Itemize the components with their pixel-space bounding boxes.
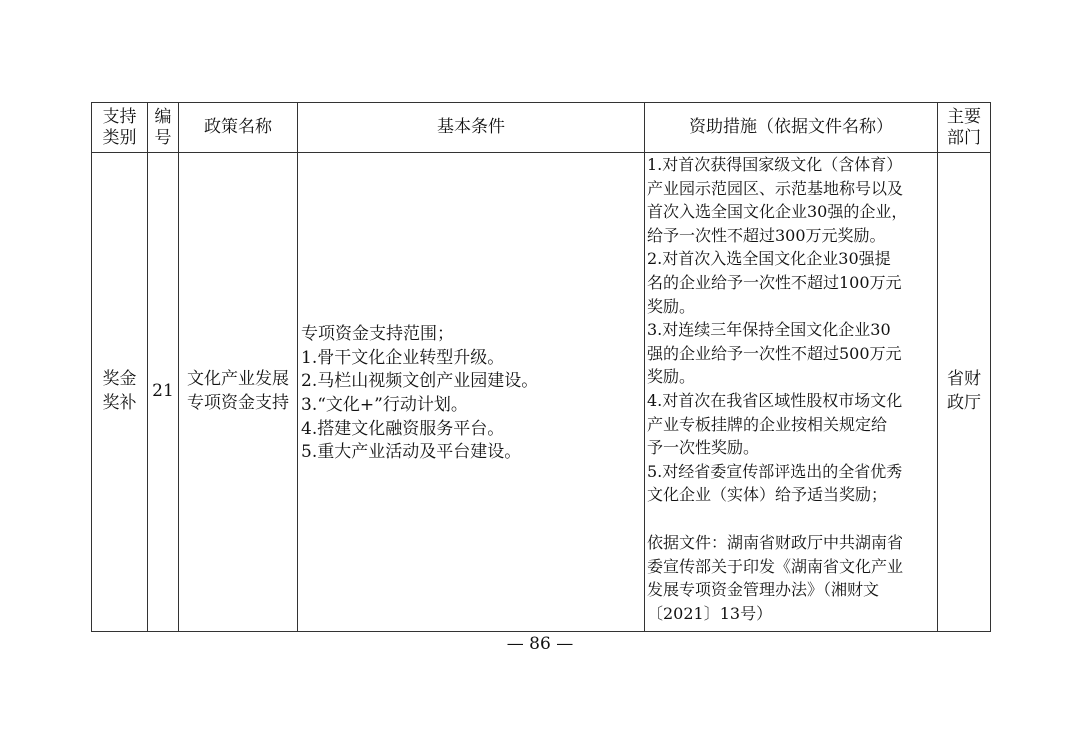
header-category-line: 支持 — [102, 106, 137, 127]
category-line: 奖金 — [102, 369, 137, 390]
header-number — [148, 103, 179, 153]
header-department-line: 主要 — [947, 106, 981, 127]
department-line: 政厅 — [947, 393, 981, 413]
conditions-line: 3.“文化+”行动计划。 — [301, 395, 468, 415]
conditions-line: 2.马栏山视频文创产业园建设。 — [301, 371, 539, 392]
measures-line: 给予一次性不超过300万元奖励。 — [647, 225, 886, 245]
page-number: — 86 — — [506, 634, 574, 654]
measures-line: 1.对首次获得国家级文化（含体育） — [647, 155, 903, 174]
measures-line: 强的企业给予一次性不超过500万元 — [647, 343, 902, 363]
measures-line: 首次入选全国文化企业30强的企业， — [647, 202, 908, 222]
conditions-line: 5.重大产业活动及平台建设。 — [301, 442, 522, 463]
category-line: 奖补 — [102, 393, 137, 413]
measures-line: 予一次性奖励。 — [647, 438, 760, 458]
header-row — [92, 103, 991, 153]
measures-line: 名的企业给予一次性不超过100万元 — [647, 272, 902, 292]
header-policy-name: 政策名称 — [179, 103, 298, 153]
cell-measures — [645, 153, 938, 632]
measures-line: 产业专板挂牌的企业按相关规定给 — [647, 414, 888, 434]
header-conditions: 基本条件 — [298, 103, 645, 153]
cell-department — [938, 153, 991, 632]
measures-line: 3.对连续三年保持全国文化企业30 — [647, 320, 891, 340]
department-line: 省财 — [947, 369, 981, 390]
basis-line: 发展专项资金管理办法》（湘财文 — [647, 580, 880, 600]
measures-line: 产业园示范园区、示范基地称号以及 — [647, 178, 904, 198]
policy-name-line: 文化产业发展 — [187, 369, 289, 390]
measures-line: 文化企业（实体）给予适当奖励； — [647, 485, 888, 505]
header-number-line: 编 — [154, 106, 172, 127]
header-category-line: 类别 — [102, 127, 137, 148]
measures-line: 奖励。 — [647, 367, 696, 387]
policy-name-line: 专项资金支持 — [187, 393, 289, 413]
conditions-line: 4.搭建文化融资服务平台。 — [301, 418, 505, 439]
measures-line: 4.对首次在我省区域性股权市场文化 — [647, 390, 903, 410]
blank-line — [647, 507, 935, 531]
basis-line: 依据文件：湖南省财政厅中共湖南省 — [647, 532, 904, 552]
header-measures: 资助措施（依据文件名称） — [645, 103, 938, 153]
measures-line: 2.对首次入选全国文化企业30强提 — [647, 249, 891, 269]
policy-table — [91, 102, 991, 632]
cell-policy-name — [179, 153, 298, 632]
basis-line: 〔2021〕13号） — [647, 603, 773, 623]
cell-category — [92, 153, 148, 632]
header-department-line: 部门 — [947, 127, 981, 148]
measures-line: 5.对经省委宣传部评选出的全省优秀 — [647, 461, 903, 481]
header-department — [938, 103, 991, 153]
header-number-line: 号 — [154, 127, 172, 148]
cell-number: 21 — [148, 153, 179, 632]
table-row — [92, 153, 991, 632]
conditions-line: 1.骨干文化企业转型升级。 — [301, 347, 505, 368]
cell-conditions — [298, 153, 645, 632]
measures-line: 奖励。 — [647, 296, 696, 316]
conditions-line: 专项资金支持范围； — [301, 324, 454, 345]
basis-line: 委宣传部关于印发《湖南省文化产业 — [647, 556, 904, 576]
header-category — [92, 103, 148, 153]
